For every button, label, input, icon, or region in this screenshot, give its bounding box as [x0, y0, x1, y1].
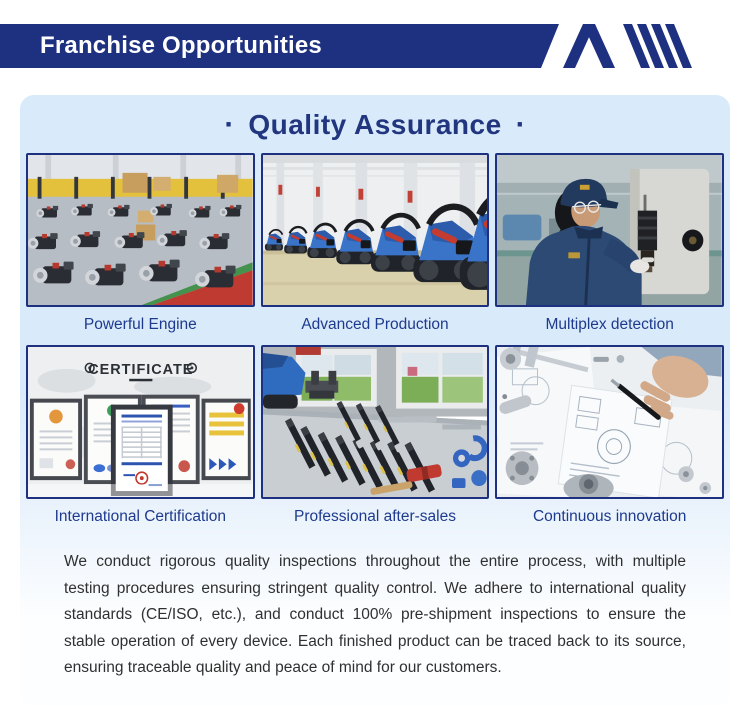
certificates-illustration	[28, 347, 253, 497]
technical-drawings-illustration	[497, 347, 722, 497]
title-left-dot: ·	[224, 108, 235, 141]
international-certification-photo	[26, 345, 255, 499]
worker-testing-illustration	[497, 155, 722, 305]
description-paragraph: We conduct rigorous quality inspections throughout the entire process, with multiple testing procedures ensuring stringent quality control. We adhere to international quality standards (CE/ISO, etc.), and conduct 100% pre-shipment inspections to ensure the stable operation of every device. Each finished product can be traced back to its source, ensuring traceable quality and peace of mind for our customers.	[64, 553, 686, 676]
tile-multiplex-detection	[495, 153, 724, 345]
tile-powerful-engine	[26, 153, 255, 345]
powerful-engine-photo	[26, 153, 255, 307]
tile-caption: Advanced Production	[301, 316, 449, 333]
quality-assurance-card	[20, 95, 730, 706]
tile-caption: Powerful Engine	[83, 316, 197, 333]
advanced-production-photo	[261, 153, 490, 307]
tile-advanced-production	[261, 153, 490, 345]
machine-assembly-line-illustration	[263, 155, 488, 305]
tile-international-certification	[26, 345, 255, 537]
continuous-innovation-photo	[495, 345, 724, 499]
tile-professional-after-sales	[261, 345, 490, 537]
feature-grid	[26, 153, 724, 537]
tile-caption: Continuous innovation	[532, 508, 687, 525]
header-bar-background	[0, 24, 533, 68]
workbench-parts-illustration	[263, 347, 488, 497]
multiplex-detection-photo	[495, 153, 724, 307]
tile-caption: International Certification	[54, 508, 227, 525]
title-right-dot: ·	[515, 108, 526, 141]
stripes-logo-icon	[533, 24, 698, 68]
section-title-text: Quality Assurance	[248, 109, 502, 140]
page-header-bar	[0, 24, 750, 68]
tile-caption: Professional after-sales	[294, 508, 456, 525]
certificate-banner-text: CERTIFICATE	[88, 361, 194, 378]
header-bar-end-gap	[698, 24, 750, 68]
tile-caption: Multiplex detection	[545, 316, 674, 333]
professional-after-sales-photo	[261, 345, 490, 499]
warehouse-engines-illustration	[28, 155, 253, 305]
tile-continuous-innovation	[495, 345, 724, 537]
section-title	[26, 109, 724, 141]
page-title: Franchise Opportunities	[40, 32, 322, 59]
